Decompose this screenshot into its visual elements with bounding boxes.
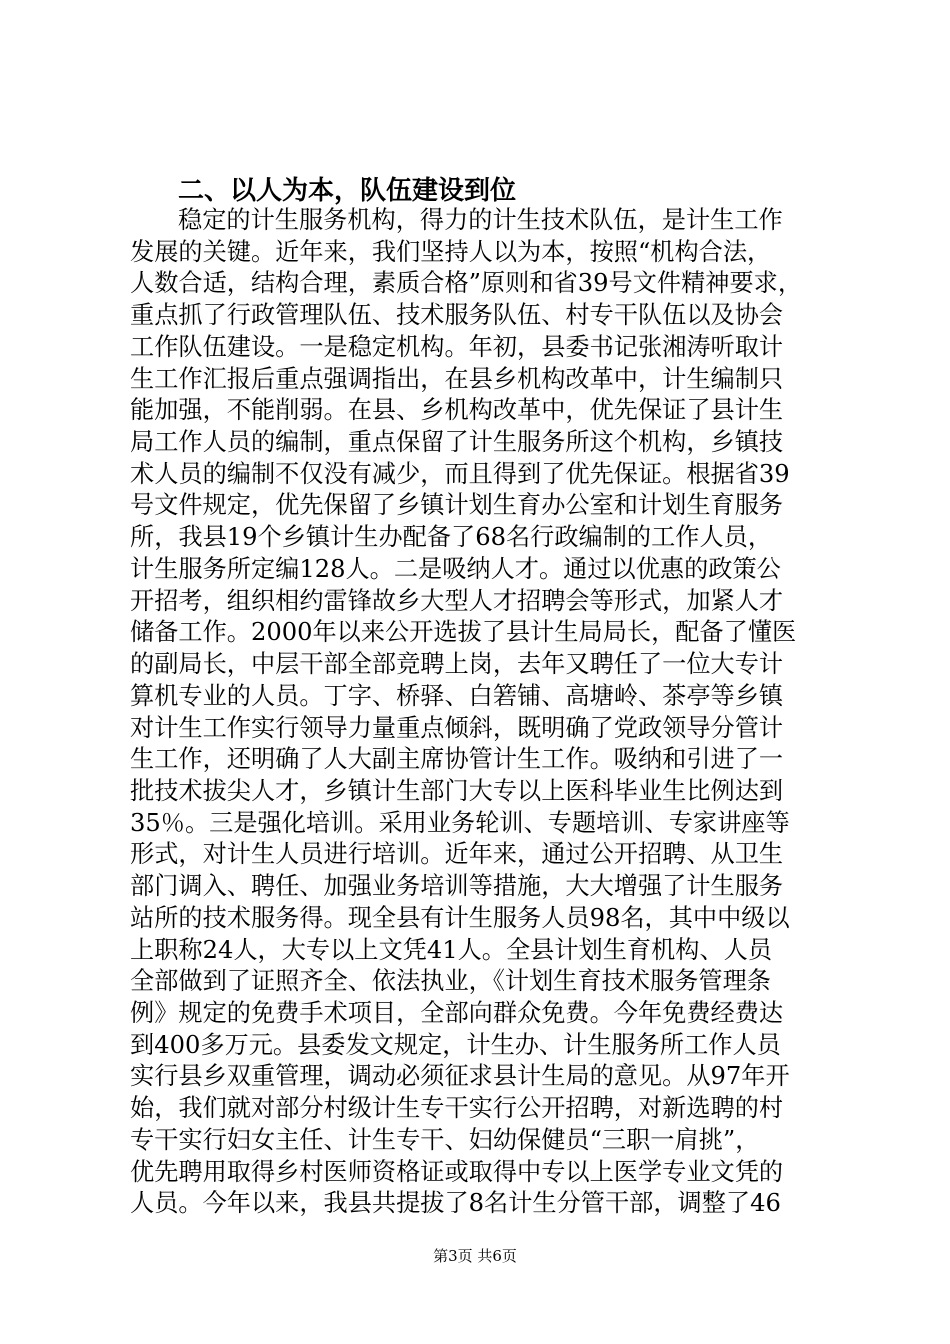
text-line: 上职称24人，大专以上文凭41人。全县计划生育机构、人员 xyxy=(130,935,773,964)
text-line: 术人员的编制不仅没有减少，而且得到了优先保证。根据省39 xyxy=(130,459,790,488)
text-line: 所，我县19个乡镇计生办配备了68名行政编制的工作人员， xyxy=(130,523,773,552)
text-line: 例》规定的免费手术项目，全部向群众免费。今年免费经费达 xyxy=(130,998,784,1027)
text-line: 算机专业的人员。丁字、桥驿、白箬铺、高塘岭、茶亭等乡镇 xyxy=(130,681,784,710)
text-line: 到400多万元。县委发文规定，计生办、计生服务所工作人员 xyxy=(130,1030,781,1059)
text-line: 储备工作。2000年以来公开选拔了县计生局局长，配备了懂医 xyxy=(130,618,797,647)
text-line: 对计生工作实行领导力量重点倾斜，既明确了党政领导分管计 xyxy=(130,713,784,742)
text-line: 形式，对计生人员进行培训。近年来，通过公开招聘、从卫生 xyxy=(130,840,784,869)
text-line: 部门调入、聘任、加强业务培训等措施，大大增强了计生服务 xyxy=(130,872,784,901)
text-line: 重点抓了行政管理队伍、技术服务队伍、村专干队伍以及协会 xyxy=(130,301,784,330)
section-heading: 二、以人为本，队伍建设到位 xyxy=(178,176,517,206)
text-line: 发展的关键。近年来，我们坚持人以为本，按照“机构合法， xyxy=(130,237,772,266)
text-line: 始，我们就对部分村级计生专干实行公开招聘，对新选聘的村 xyxy=(130,1094,784,1123)
text-line: 人员。今年以来，我县共提拔了8名计生分管干部，调整了46 xyxy=(130,1189,781,1218)
text-line: 稳定的计生服务机构，得力的计生技术队伍，是计生工作 xyxy=(178,206,783,234)
text-line: 局工作人员的编制，重点保留了计生服务所这个机构，乡镇技 xyxy=(130,428,784,457)
text-line: 生工作汇报后重点强调指出，在县乡机构改革中，计生编制只 xyxy=(130,364,784,393)
text-line: 优先聘用取得乡村医师资格证或取得中专以上医学专业文凭的 xyxy=(130,1157,784,1186)
text-line: 实行县乡双重管理，调动必须征求县计生局的意见。从97年开 xyxy=(130,1062,790,1091)
text-line: 生工作，还明确了人大副主席协管计生工作。吸纳和引进了一 xyxy=(130,745,784,774)
body-paragraph xyxy=(130,205,830,1220)
text-line: 批技术拔尖人才，乡镇计生部门大专以上医科毕业生比例达到 xyxy=(130,776,784,805)
text-line: 计生服务所定编128人。二是吸纳人才。通过以优惠的政策公 xyxy=(130,554,781,583)
text-line: 能加强，不能削弱。在县、乡机构改革中，优先保证了县计生 xyxy=(130,396,784,425)
text-line: 开招考，组织相约雷锋故乡大型人才招聘会等形式，加紧人才 xyxy=(130,586,784,615)
text-line: 站所的技术服务得。现全县有计生服务人员98名，其中中级以 xyxy=(130,903,790,932)
text-line: 工作队伍建设。一是稳定机构。年初，县委书记张湘涛听取计 xyxy=(130,332,784,361)
text-line: 的副局长，中层干部全部竞聘上岗，去年又聘任了一位大专计 xyxy=(130,650,784,679)
text-line: 专干实行妇女主任、计生专干、妇幼保健员“三职一肩挑”， xyxy=(130,1125,760,1154)
text-line: 35％。三是强化培训。采用业务轮训、专题培训、专家讲座等 xyxy=(130,808,790,837)
text-line: 全部做到了证照齐全、依法执业，《计划生育技术服务管理条 xyxy=(130,967,771,996)
text-line: 号文件规定，优先保留了乡镇计划生育办公室和计划生育服务 xyxy=(130,491,784,520)
page-number-footer: 第3页 共6页 xyxy=(433,1247,517,1265)
text-line: 人数合适，结构合理，素质合格”原则和省39号文件精神要求， xyxy=(130,269,803,298)
